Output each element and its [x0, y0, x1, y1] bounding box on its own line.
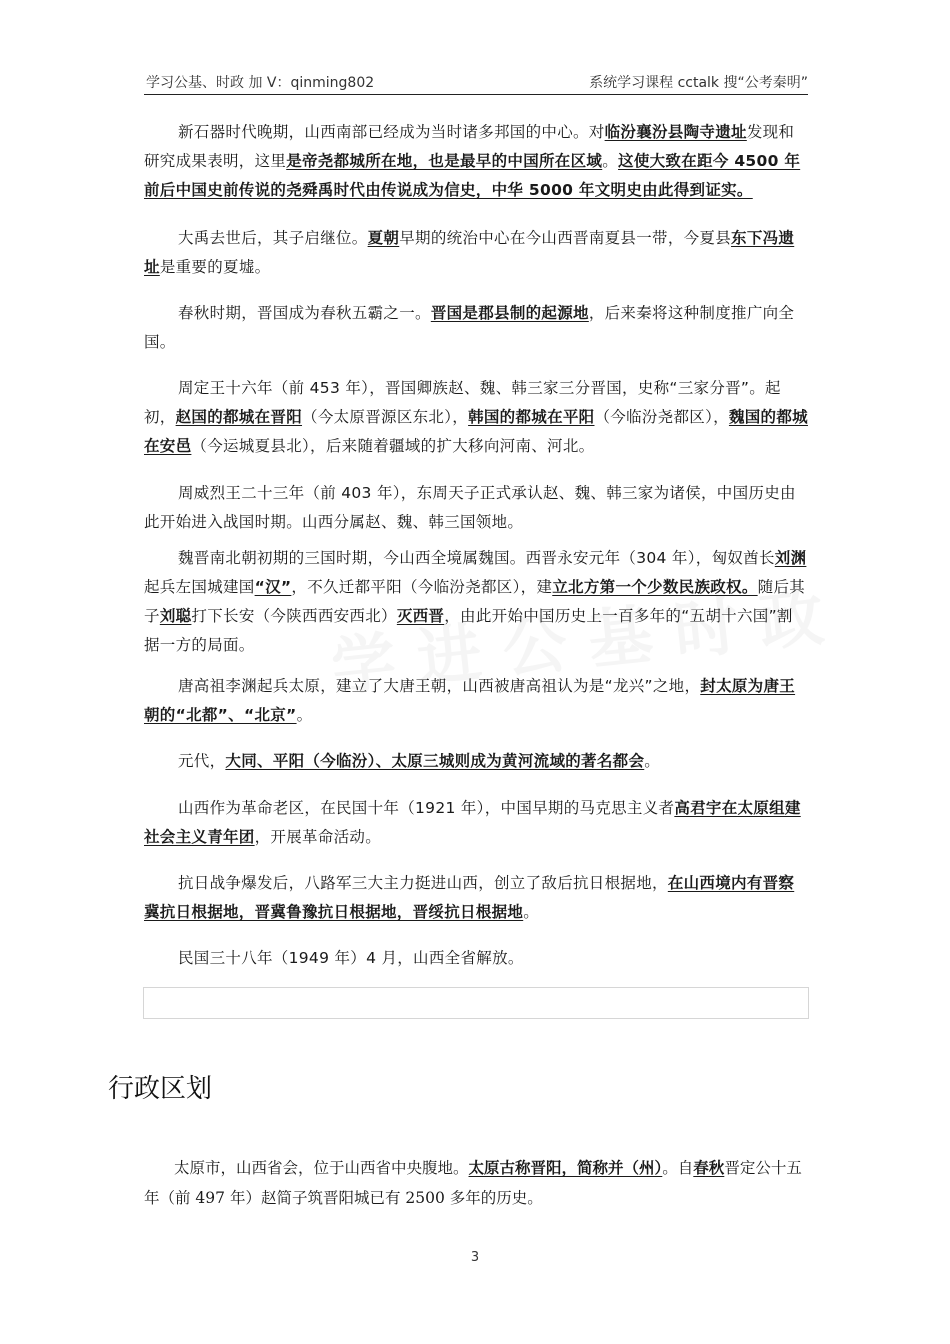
body-text: 新石器时代晚期，山西南部已经成为当时诸多邦国的中心。对 — [178, 123, 605, 141]
body-text: 周威烈王二十三年（前 403 年），东周天子正式承认赵、魏、韩三家为诸侯，中国历史由此开始进入战国时期。山西分属赵、魏、韩三国领地。 — [144, 484, 796, 531]
body-text: 。 — [523, 903, 540, 921]
highlighted-text: 赵国的都城在晋阳 — [175, 408, 303, 426]
empty-text-box — [143, 987, 809, 1019]
admin-paragraph — [144, 1153, 808, 1213]
highlighted-text: 春秋 — [693, 1158, 725, 1177]
body-text: 民国三十八年（1949 年）4 月，山西全省解放。 — [178, 949, 524, 967]
body-text: 。 — [296, 706, 313, 724]
header-right-text: 系统学习课程 cctalk 搜“公考秦明” — [589, 75, 808, 91]
highlighted-text: 韩国的都城在平阳 — [468, 408, 595, 426]
header-left-text: 学习公基、时政 加 V：qinming802 — [146, 75, 375, 91]
body-text: 。 — [602, 152, 619, 170]
body-text: ，后来秦将这种制度推广向全国。 — [144, 304, 795, 351]
history-paragraph-10 — [144, 869, 808, 927]
body-text: ，由此开始中国历史上一百多年的“五胡十六国”割据一方的局面。 — [144, 607, 793, 654]
history-paragraph-11 — [144, 944, 808, 973]
body-text: 唐高祖李渊起兵太原，建立了大唐王朝，山西被唐高祖认为是“龙兴”之地， — [178, 677, 701, 695]
highlighted-text: 刘聪 — [159, 607, 192, 625]
highlighted-text: 晋国是郡县制的起源地 — [430, 304, 589, 322]
body-text: 发现和研究成果表明，这里 — [144, 123, 795, 170]
history-paragraph-1 — [144, 118, 808, 205]
body-text: 大禹去世后，其子启继位。 — [178, 229, 368, 247]
body-text: 早期的统治中心在今山西晋南夏县一带，今夏县 — [399, 229, 732, 247]
body-text: 晋定公十五年（前 497 年）赵简子筑晋阳城已有 2500 多年的历史。 — [144, 1159, 802, 1207]
section-heading: 行政区划 — [108, 1074, 213, 1104]
body-text: （今运城夏县北），后来随着疆域的扩大移向河南、河北。 — [191, 437, 595, 455]
body-text: （今临汾尧都区）， — [594, 408, 729, 426]
highlighted-text: 是帝尧都城所在地，也是最早的中国所在区域 — [286, 152, 603, 170]
highlighted-text: 高君宇在太原组建社会主义青年团 — [144, 799, 801, 846]
highlighted-text: 太原古称晋阳，简称并（州） — [468, 1158, 663, 1177]
body-text: 是重要的夏墟。 — [159, 258, 271, 276]
body-text: ，开展革命活动。 — [254, 828, 382, 846]
history-paragraph-7 — [144, 672, 808, 730]
history-paragraph-3 — [144, 299, 808, 357]
body-text: 太原市，山西省会，位于山西省中央腹地。 — [174, 1159, 469, 1177]
highlighted-text: 灭西晋 — [396, 607, 445, 625]
body-text: 抗日战争爆发后，八路军三大主力挺进山西，创立了敌后抗日根据地， — [178, 874, 668, 892]
body-text: 打下长安（今陕西西安西北） — [191, 607, 397, 625]
highlighted-text: 临汾襄汾县陶寺遗址 — [604, 123, 747, 141]
body-text: （今太原晋源区东北）， — [302, 408, 469, 426]
history-paragraph-8 — [144, 747, 808, 776]
header-divider — [144, 94, 808, 95]
history-paragraph-2 — [144, 224, 808, 282]
body-text: 元代， — [178, 752, 226, 770]
body-text: 山西作为革命老区，在民国十年（1921 年），中国早期的马克思主义者 — [178, 799, 675, 817]
body-text: 。 — [644, 752, 661, 770]
highlighted-text: 在山西境内有晋察冀抗日根据地，晋冀鲁豫抗日根据地，晋绥抗日根据地 — [144, 874, 795, 921]
highlighted-text: 这使大致在距今 4500 年前后中国史前传说的尧舜禹时代由传说成为信史，中华 5000 年文明史由此得到证实。 — [144, 152, 801, 199]
highlighted-text: 大同、平阳（今临汾）、太原三城则成为黄河流域的著名都会 — [225, 752, 645, 770]
history-paragraph-6 — [144, 544, 808, 660]
body-text: 起兵左国城建国 — [144, 578, 255, 596]
body-text: 魏晋南北朝初期的三国时期，今山西全境属魏国。西晋永安元年（304 年），匈奴酋长 — [178, 549, 775, 567]
highlighted-text: “汉” — [254, 578, 292, 596]
body-text: 。自 — [662, 1159, 694, 1177]
body-text: 春秋时期，晋国成为春秋五霸之一。 — [178, 304, 431, 322]
highlighted-text: 刘渊 — [774, 549, 807, 567]
highlighted-text: 魏国的都城在安邑 — [144, 408, 808, 455]
highlighted-text: 东下冯遗址 — [144, 229, 795, 276]
page-header — [144, 68, 808, 94]
history-paragraph-9 — [144, 794, 808, 852]
highlighted-text: 夏朝 — [367, 229, 400, 247]
body-text: ，不久迁都平阳（今临汾尧都区），建 — [291, 578, 553, 596]
page-number: 3 — [470, 1250, 480, 1265]
body-text: 周定王十六年（前 453 年），晋国卿族赵、魏、韩三家三分晋国，史称“三家分晋”。起初， — [144, 379, 781, 426]
history-paragraph-5 — [144, 479, 808, 537]
history-paragraph-4 — [144, 374, 808, 461]
body-text: 随后其子 — [144, 578, 806, 625]
highlighted-text: 封太原为唐王朝的“北都”、“北京” — [144, 677, 796, 724]
highlighted-text: 立北方第一个少数民族政权。 — [552, 578, 758, 596]
